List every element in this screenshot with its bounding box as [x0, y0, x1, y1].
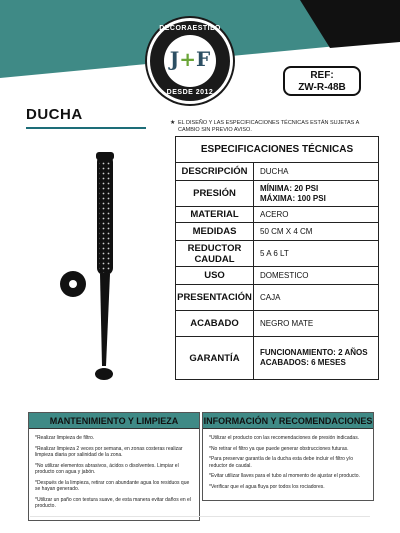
list-item: *Utilizar un paño con textura suave, de esta manera evitar daños en el producto.	[35, 496, 191, 509]
footer-divider	[30, 516, 370, 517]
list-item: *Después de la limpieza, retirar con abundante agua los residuos que se hayan generado.	[35, 479, 190, 492]
brand-name: DECORAESTILO	[159, 25, 221, 32]
specs-heading: ESPECIFICACIONES TÉCNICAS	[176, 137, 378, 163]
spec-row	[176, 241, 378, 267]
spec-label: MEDIDAS	[176, 223, 254, 240]
spec-row	[176, 163, 378, 181]
spec-row	[176, 223, 378, 241]
page-title: DUCHA	[26, 106, 83, 123]
notice-text	[170, 120, 378, 134]
list-item: *Verificar que el agua fluya por todos los rociadores.	[209, 483, 325, 490]
spec-value-line: 50 CM X 4 CM	[260, 226, 313, 236]
monogram-right: F	[196, 47, 211, 71]
monogram-plus: +	[179, 47, 197, 71]
spec-row	[176, 337, 378, 379]
spec-label: MATERIAL	[176, 207, 254, 222]
spec-value-line: MÍNIMA: 20 PSI	[260, 183, 319, 193]
spec-value-line: 5 A 6 LT	[260, 248, 289, 258]
reference-code: ZW-R-48B	[298, 82, 346, 93]
spec-value	[254, 181, 378, 206]
reference-label: REF:	[310, 70, 334, 81]
flange-icon	[60, 271, 86, 297]
spec-value	[254, 223, 378, 240]
spec-value	[254, 241, 378, 266]
list-item: *Realizar limpieza de filtro.	[35, 435, 95, 441]
list-item: *No utilizar elementos abrasivos, ácidos o disolventes. Limpiar el producto con agua y jabón.	[35, 462, 179, 475]
monogram-left: J	[169, 47, 180, 71]
spec-value	[254, 311, 378, 336]
reference-badge	[283, 66, 361, 96]
brand-monogram	[166, 47, 214, 71]
spec-value-line: CAJA	[260, 292, 281, 302]
spec-value	[254, 285, 378, 310]
spec-row	[176, 311, 378, 337]
list-item: *No retirar el filtro ya que puede generar obstrucciones futuras.	[209, 445, 349, 452]
maintenance-panel	[28, 412, 200, 521]
spec-value-line: ACERO	[260, 209, 289, 219]
brand-monogram-badge	[164, 35, 216, 87]
spec-row	[176, 285, 378, 311]
shower-illustration	[26, 136, 168, 398]
recommendations-panel	[202, 412, 374, 501]
maintenance-heading: MANTENIMIENTO Y LIMPIEZA	[29, 413, 199, 429]
spec-label: PRESENTACIÓN	[176, 285, 254, 310]
brand-since: DESDE 2012	[166, 89, 214, 96]
spec-value-line: DOMESTICO	[260, 270, 309, 280]
spec-label: REDUCTOR CAUDAL	[176, 241, 254, 266]
recommendations-list	[203, 429, 373, 500]
spec-value-line: FUNCIONAMIENTO: 2 AÑOS	[260, 348, 368, 357]
spec-value	[254, 207, 378, 222]
spec-value	[254, 267, 378, 284]
spec-value-line: MÁXIMA: 100 PSI	[260, 193, 326, 203]
spec-row	[176, 181, 378, 207]
list-item: *Para preservar garantía de la ducha esta debe incluir el filtro y/o reductor de caudal.	[209, 456, 353, 469]
recommendations-heading: INFORMACIÓN Y RECOMENDACIONES	[203, 413, 373, 429]
spec-label: USO	[176, 267, 254, 284]
spec-value-line: DUCHA	[260, 166, 289, 176]
spec-value	[254, 163, 378, 180]
list-item: *Utilizar el producto con las recomendaciones de presión indicadas.	[209, 435, 360, 441]
spec-value-line: ACABADOS: 6 MESES	[260, 358, 346, 367]
spec-label: GARANTÍA	[176, 337, 254, 379]
specs-table	[175, 136, 379, 380]
spec-value	[254, 337, 378, 379]
spec-row	[176, 267, 378, 285]
spec-label: DESCRIPCIÓN	[176, 163, 254, 180]
spec-label: PRESIÓN	[176, 181, 254, 206]
spec-value-line: NEGRO MATE	[260, 318, 314, 328]
title-underline	[26, 127, 146, 129]
spec-label: ACABADO	[176, 311, 254, 336]
list-item: *Realizar limpieza 2 veces por semana, en zonas costeras realizar limpieza diaria por salinidad de la zona.	[35, 445, 183, 458]
notice-label: EL DISEÑO Y LAS ESPECIFICACIONES TÉCNICAS ESTÁN SUJETAS A CAMBIO SIN PREVIO AVISO.	[178, 120, 359, 133]
spec-row	[176, 207, 378, 223]
list-item: *Evitar utilizar llaves para el tubo al momento de ajustar el producto.	[209, 473, 360, 479]
shower-handle-icon	[95, 152, 114, 380]
specs-rows	[176, 163, 378, 379]
star-icon: ★	[170, 120, 176, 126]
maintenance-list	[29, 429, 199, 520]
brand-logo	[147, 18, 233, 104]
